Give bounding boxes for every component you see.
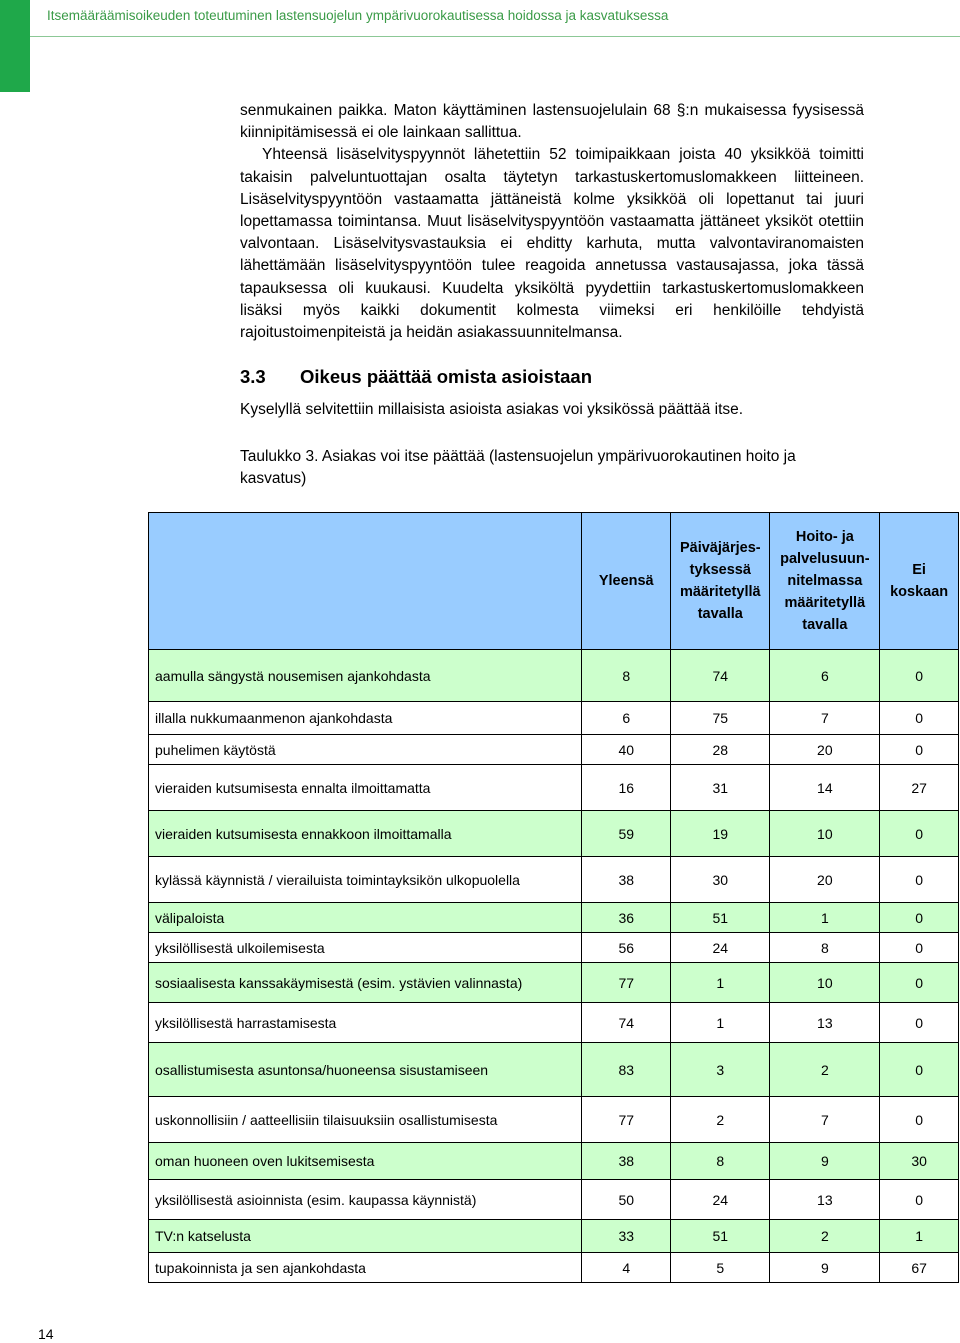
table-row xyxy=(149,1003,959,1043)
row-value: 7 xyxy=(770,1097,880,1143)
table-header-row xyxy=(149,513,959,650)
row-value: 2 xyxy=(770,1043,880,1097)
row-value: 0 xyxy=(880,963,959,1003)
row-label: aamulla sängystä nousemisen ajankohdasta xyxy=(149,650,582,702)
section-title: Oikeus päättää omista asioistaan xyxy=(300,366,593,387)
row-label: illalla nukkumaanmenon ajankohdasta xyxy=(149,702,582,735)
row-value: 33 xyxy=(582,1220,671,1253)
row-value: 30 xyxy=(671,857,770,903)
row-value: 8 xyxy=(770,933,880,963)
row-value: 20 xyxy=(770,735,880,765)
row-value: 19 xyxy=(671,811,770,857)
row-value: 38 xyxy=(582,857,671,903)
body-text xyxy=(240,100,864,344)
row-label: yksilöllisestä asioinnista (esim. kaupassa käynnistä) xyxy=(149,1180,582,1220)
row-label: yksilöllisestä harrastamisesta xyxy=(149,1003,582,1043)
table-row xyxy=(149,1180,959,1220)
row-value: 59 xyxy=(582,811,671,857)
header-title: Itsemääräämisoikeuden toteutuminen lastensuojelun ympärivuorokautisessa hoidossa ja kasvatuksessa xyxy=(47,8,669,23)
column-header: Hoito- ja palvelusuun-nitelmassa määritetyllä tavalla xyxy=(770,513,880,650)
row-value: 1 xyxy=(880,1220,959,1253)
table-row xyxy=(149,1043,959,1097)
row-value: 1 xyxy=(671,963,770,1003)
row-value: 1 xyxy=(770,903,880,933)
table-row xyxy=(149,650,959,702)
section-intro: Kyselyllä selvitettiin millaisista asioista asiakas voi yksikössä päättää itse. xyxy=(240,401,744,418)
row-value: 13 xyxy=(770,1003,880,1043)
table-row xyxy=(149,1097,959,1143)
row-value: 74 xyxy=(671,650,770,702)
table-row xyxy=(149,963,959,1003)
row-value: 9 xyxy=(770,1253,880,1283)
row-value: 10 xyxy=(770,963,880,1003)
row-value: 24 xyxy=(671,1180,770,1220)
row-value: 30 xyxy=(880,1143,959,1180)
row-value: 51 xyxy=(671,903,770,933)
row-value: 8 xyxy=(671,1143,770,1180)
row-value: 0 xyxy=(880,1003,959,1043)
row-value: 0 xyxy=(880,1043,959,1097)
row-value: 50 xyxy=(582,1180,671,1220)
row-value: 4 xyxy=(582,1253,671,1283)
row-label: välipaloista xyxy=(149,903,582,933)
header-rule xyxy=(30,36,960,37)
row-value: 77 xyxy=(582,1097,671,1143)
table-row xyxy=(149,811,959,857)
data-table xyxy=(148,512,959,1283)
row-value: 0 xyxy=(880,735,959,765)
row-value: 1 xyxy=(671,1003,770,1043)
row-value: 13 xyxy=(770,1180,880,1220)
row-value: 0 xyxy=(880,811,959,857)
row-label: vieraiden kutsumisesta ennakkoon ilmoittamalla xyxy=(149,811,582,857)
row-value: 3 xyxy=(671,1043,770,1097)
row-value: 0 xyxy=(880,1180,959,1220)
table-caption: Taulukko 3. Asiakas voi itse päättää (lastensuojelun ympärivuorokautinen hoito ja kasvatus) xyxy=(240,448,796,488)
column-header: Yleensä xyxy=(582,513,671,650)
row-value: 31 xyxy=(671,765,770,811)
column-header: Ei koskaan xyxy=(880,513,959,650)
row-value: 56 xyxy=(582,933,671,963)
table-row xyxy=(149,1253,959,1283)
row-label: vieraiden kutsumisesta ennalta ilmoittamatta xyxy=(149,765,582,811)
row-value: 0 xyxy=(880,650,959,702)
table-body xyxy=(149,650,959,1283)
row-value: 2 xyxy=(671,1097,770,1143)
row-value: 38 xyxy=(582,1143,671,1180)
column-header: Päiväjärjes-tyksessä määritetyllä tavalla xyxy=(671,513,770,650)
row-value: 27 xyxy=(880,765,959,811)
row-value: 14 xyxy=(770,765,880,811)
row-value: 75 xyxy=(671,702,770,735)
row-value: 5 xyxy=(671,1253,770,1283)
row-label: kylässä käynnistä / vierailuista toimintayksikön ulkopuolella xyxy=(149,857,582,903)
row-value: 77 xyxy=(582,963,671,1003)
row-label: puhelimen käytöstä xyxy=(149,735,582,765)
row-value: 67 xyxy=(880,1253,959,1283)
row-label: TV:n katselusta xyxy=(149,1220,582,1253)
table-row xyxy=(149,857,959,903)
table-row xyxy=(149,1220,959,1253)
row-value: 7 xyxy=(770,702,880,735)
section-heading xyxy=(240,366,592,388)
page-number: 14 xyxy=(38,1326,54,1342)
table-row xyxy=(149,903,959,933)
running-header xyxy=(0,0,960,36)
header-color-tab xyxy=(0,0,30,92)
row-value: 20 xyxy=(770,857,880,903)
section-number: 3.3 xyxy=(240,366,266,387)
row-value: 0 xyxy=(880,1097,959,1143)
table-row xyxy=(149,765,959,811)
row-value: 8 xyxy=(582,650,671,702)
paragraph-2: Yhteensä lisäselvityspyynnöt lähetettiin 52 toimipaikkaan joista 40 yksikköä toimitti takaisin palveluntuottajan osalta täytetyn tarkastuskertomuslomakkeen liitteineen. Lisäselvityspyyntöön vastaamatta jättäneistä kolme yksikköä oli lopettanut tai juuri lopettamassa toimintansa. Muut lisäselvityspyyntöön vastaamatta jättäneet yksiköt otettiin valvontaan. Lisäselvitysvastauksia ei ehditty karhuta, mutta valvontaviranomaisten lähettämään lisäselvityspyyntöön tulee reagoida annetussa vastausajassa, joka tässä tapauksessa oli kuukausi. Kuudelta yksiköltä pyydettiin tarkastuskertomuslomakkeen lisäksi myös kaikki dokumentit kolmesta viimeksi eri henkilöille tehdyistä rajoitustoimenpiteistä ja heidän asiakassuunnitelmansa. xyxy=(240,146,864,342)
table-row xyxy=(149,933,959,963)
row-value: 51 xyxy=(671,1220,770,1253)
row-value: 0 xyxy=(880,903,959,933)
row-value: 6 xyxy=(770,650,880,702)
row-value: 2 xyxy=(770,1220,880,1253)
row-value: 0 xyxy=(880,702,959,735)
row-value: 9 xyxy=(770,1143,880,1180)
row-label: osallistumisesta asuntonsa/huoneensa sisustamiseen xyxy=(149,1043,582,1097)
row-label: yksilöllisestä ulkoilemisesta xyxy=(149,933,582,963)
row-value: 10 xyxy=(770,811,880,857)
row-value: 6 xyxy=(582,702,671,735)
row-label: tupakoinnista ja sen ajankohdasta xyxy=(149,1253,582,1283)
row-value: 28 xyxy=(671,735,770,765)
row-label: uskonnollisiin / aatteellisiin tilaisuuksiin osallistumisesta xyxy=(149,1097,582,1143)
row-value: 36 xyxy=(582,903,671,933)
paragraph-1: senmukainen paikka. Maton käyttäminen lastensuojelulain 68 §:n mukaisessa fyysisessä kiinnipitämisessä ei ole lainkaan sallittua. xyxy=(240,102,864,142)
row-value: 0 xyxy=(880,933,959,963)
row-value: 16 xyxy=(582,765,671,811)
row-value: 0 xyxy=(880,857,959,903)
row-value: 74 xyxy=(582,1003,671,1043)
header-blank-cell xyxy=(149,513,582,650)
row-value: 24 xyxy=(671,933,770,963)
table-row xyxy=(149,702,959,735)
row-value: 83 xyxy=(582,1043,671,1097)
table-row xyxy=(149,1143,959,1180)
row-label: sosiaalisesta kanssakäymisestä (esim. ystävien valinnasta) xyxy=(149,963,582,1003)
row-label: oman huoneen oven lukitsemisesta xyxy=(149,1143,582,1180)
row-value: 40 xyxy=(582,735,671,765)
table-row xyxy=(149,735,959,765)
